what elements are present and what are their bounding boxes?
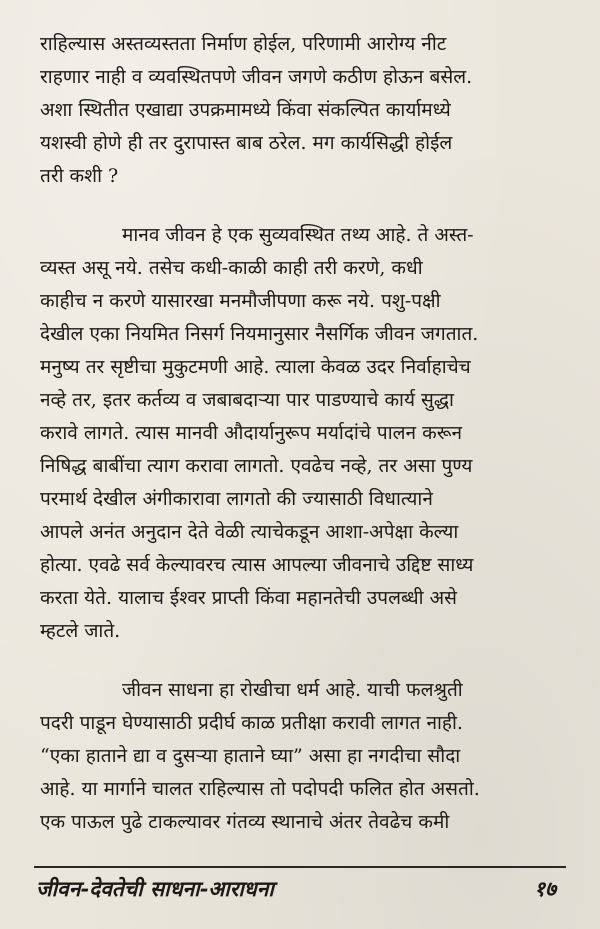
- text-line: नव्हे तर, इतर कर्तव्य व जबाबदाऱ्या पार पाडण्याचे कार्य सुद्धा: [40, 389, 454, 411]
- text-line: आहे. या मार्गाने चालत राहिल्यास तो पदोपदी फलित होत असतो.: [40, 778, 480, 800]
- text-line: काहीच न करणे यासारखा मनमौजीपणा करू नये. पशु-पक्षी: [40, 290, 441, 312]
- body-text: [40, 28, 570, 839]
- text-line: जीवन साधना हा रोखीचा धर्म आहे. याची फलश्रुती: [122, 679, 463, 701]
- text-line: तरी कशी ?: [40, 165, 119, 187]
- page-number: १७: [534, 876, 556, 901]
- text-line: यशस्वी होणे ही तर दुरापास्त बाब ठरेल. मग कार्यसिद्धी होईल: [40, 132, 453, 154]
- running-footer-title: जीवन-देवतेची साधना-आराधना: [36, 876, 274, 901]
- text-line: निषिद्ध बाबींचा त्याग करावा लागतो. एवढेच नव्हे, तर असा पुण्य: [40, 455, 473, 477]
- paragraph-gap: [40, 193, 570, 219]
- text-line: एक पाऊल पुढे टाकल्यावर गंतव्य स्थानाचे अंतर तेवढेच कमी: [40, 811, 450, 833]
- text-line: मनुष्य तर सृष्टीचा मुकुटमणी आहे. त्याला केवळ उदर निर्वाहाचेच: [40, 356, 471, 378]
- text-line: पदरी पाडून घेण्यासाठी प्रदीर्घ काळ प्रतीक्षा करावी लागत नाही.: [40, 712, 463, 734]
- text-line: “एका हाताने द्या व दुसऱ्या हाताने घ्या” असा हा नगदीचा सौदा: [40, 745, 461, 767]
- text-line: मानव जीवन हे एक सुव्यवस्थित तथ्य आहे. ते अस्त-: [122, 224, 474, 246]
- paragraph-gap: [40, 648, 570, 674]
- text-line: व्यस्त असू नये. तसेच कधी-काळी काही तरी करणे, कधी: [40, 257, 423, 279]
- text-line: राहिल्यास अस्तव्यस्तता निर्माण होईल, परिणामी आरोग्य नीट: [40, 33, 447, 55]
- paragraph-1: [40, 28, 570, 193]
- footer-divider: [34, 866, 566, 868]
- paragraph-3: [40, 674, 570, 839]
- text-line: करता येते. यालाच ईश्वर प्राप्ती किंवा महानतेची उपलब्धी असे: [40, 587, 457, 609]
- text-line: अशा स्थितीत एखाद्या उपक्रमामध्ये किंवा संकल्पित कार्यामध्ये: [40, 99, 451, 121]
- paragraph-2: [40, 219, 570, 648]
- text-line: आपले अनंत अनुदान देते वेळी त्याचेकडून आशा-अपेक्षा केल्या: [40, 521, 459, 543]
- text-line: होत्या. एवढे सर्व केल्यावरच त्यास आपल्या जीवनाचे उद्दिष्ट साध्य: [40, 554, 474, 576]
- text-line: देखील एका नियमित निसर्ग नियमानुसार नैसर्गिक जीवन जगतात.: [40, 323, 479, 345]
- text-line: राहणार नाही व व्यवस्थितपणे जीवन जगणे कठीण होऊन बसेल.: [40, 66, 473, 88]
- text-line: परमार्थ देखील अंगीकारावा लागतो की ज्यासाठी विधात्याने: [40, 488, 433, 510]
- text-line: म्हटले जाते.: [40, 620, 121, 642]
- text-line: करावे लागते. त्यास मानवी औदार्यानुरूप मर्यादांचे पालन करून: [40, 422, 463, 444]
